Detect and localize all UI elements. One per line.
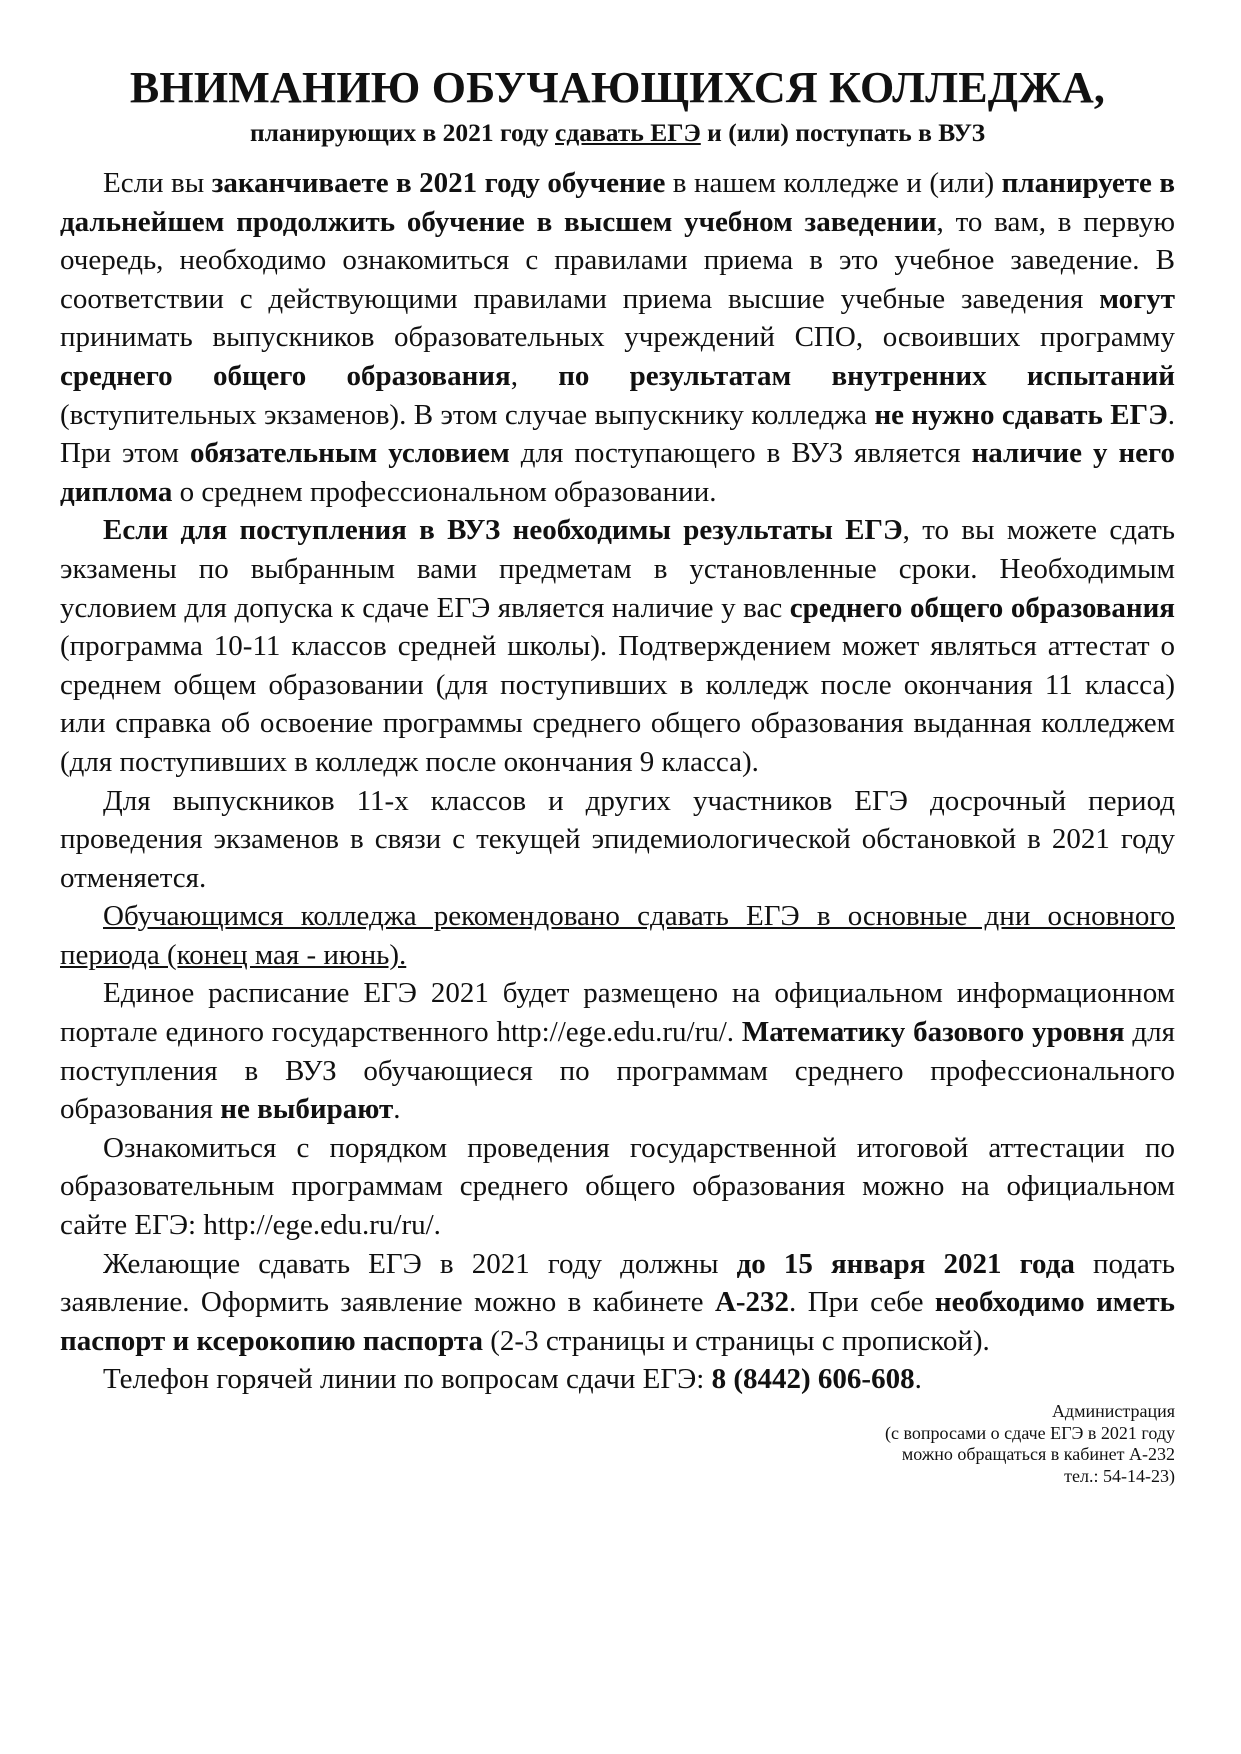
page-subtitle — [60, 116, 1175, 150]
paragraph-text: о среднем профессиональном образовании. — [172, 475, 717, 508]
bold-text: планируете в дальнейшем продолжить обучение в высшем учебном заведении — [60, 167, 1176, 238]
body-paragraph — [60, 897, 1175, 974]
paragraph-text: Ознакомиться с порядком проведения государственной итоговой аттестации по образовательным программам среднего общего образования можно на официальном сайте ЕГЭ: http://ege.edu.ru/ru/. — [60, 1131, 1175, 1242]
body-paragraph — [60, 974, 1175, 1128]
paragraph-text: (вступительных экзаменов). В этом случае выпускнику колледжа — [60, 398, 875, 431]
bold-text: Если для поступления в ВУЗ необходимы результаты ЕГЭ — [103, 514, 903, 547]
bold-text: до 15 января 2021 года — [736, 1247, 1075, 1280]
paragraph-text: . — [393, 1093, 401, 1126]
bold-text: могут — [1099, 282, 1175, 315]
paragraph-text: (2-3 страницы и страницы с пропиской). — [483, 1324, 990, 1357]
paragraph-text: Желающие сдавать ЕГЭ в 2021 году должны — [103, 1247, 737, 1280]
bold-text: по результатам внутренних испытаний — [558, 359, 1175, 392]
signature-line: можно обращаться в кабинет А-232 — [901, 1444, 1175, 1464]
paragraph-text: принимать выпускников образовательных учреждений СПО, освоивших программу — [60, 321, 1175, 354]
paragraph-text: Телефон горячей линии по вопросам сдачи ЕГЭ: — [103, 1363, 712, 1396]
signature-line: тел.: 54-14-23) — [1064, 1465, 1175, 1486]
body-paragraph — [60, 782, 1175, 898]
body-paragraph — [60, 511, 1175, 781]
paragraph-text: Единое расписание ЕГЭ 2021 будет размещено на официальном информационном портале единого государственного http://ege.edu.ru/ru/. — [60, 977, 1175, 1049]
paragraph-text: . При себе — [789, 1286, 935, 1319]
paragraph-text: . При этом — [60, 398, 1175, 470]
underlined-text: Обучающимся колледжа рекомендовано сдавать ЕГЭ в основные дни основного периода (конец мая - июнь). — [60, 900, 1175, 971]
page-title: ВНИМАНИЮ ОБУЧАЮЩИХСЯ КОЛЛЕДЖА, — [129, 63, 1106, 112]
paragraph-text: . — [914, 1363, 922, 1396]
paragraph-text: для поступающего в ВУЗ является — [509, 437, 972, 470]
bold-text: наличие у него диплома — [60, 437, 1176, 508]
paragraph-text: , то вы можете сдать экзамены по выбранным вами предметам в установленные сроки. Необходимым условием для допуска к сдаче ЕГЭ является наличие у вас — [60, 514, 1175, 624]
paragraph-text: для поступления в ВУЗ обучающиеся по программам среднего профессионального образования — [60, 1016, 1175, 1126]
subtitle-text-part2: и (или) поступать в ВУЗ — [700, 118, 986, 147]
bold-text: не выбирают — [220, 1093, 394, 1126]
signature-block — [60, 1401, 1175, 1487]
bold-text: обязательным условием — [190, 437, 510, 470]
body-paragraph — [60, 1129, 1175, 1245]
bold-text: 8 (8442) 606-608 — [711, 1363, 915, 1396]
signature-line: (с вопросами о сдаче ЕГЭ в 2021 году — [885, 1422, 1175, 1443]
document-body — [60, 164, 1175, 1399]
paragraph-text: (программа 10-11 классов средней школы). Подтверждением может являться аттестат о среднем общем образовании (для поступивших в колледж после окончания 11 класса) или справка об освоение программы среднего общего образования выданная колледжем (для поступивших в колледж после окончания 9 класса). — [60, 630, 1175, 778]
body-paragraph — [60, 1245, 1175, 1361]
bold-text: среднего общего образования — [60, 359, 511, 392]
signature-line: Администрация — [1051, 1401, 1175, 1421]
paragraph-text: , то вам, в первую очередь, необходимо ознакомиться с правилами приема в это учебное заведение. В соответствии с действующими правилами приема высшие учебные заведения — [60, 205, 1175, 315]
subtitle-underlined-text: сдавать ЕГЭ — [555, 118, 701, 147]
body-paragraph — [60, 1360, 1175, 1399]
bold-text: А-232 — [714, 1286, 790, 1319]
bold-text: Математику базового уровня — [741, 1016, 1125, 1049]
bold-text: необходимо иметь паспорт и ксерокопию паспорта — [60, 1286, 1175, 1357]
bold-text: не нужно сдавать ЕГЭ — [874, 398, 1168, 431]
bold-text: заканчиваете в 2021 году обучение — [211, 167, 666, 199]
subtitle-text-part1: планирующих в 2021 году — [249, 118, 556, 147]
paragraph-text: в нашем колледже и (или) — [665, 167, 1002, 199]
paragraph-text: подать заявление. Оформить заявление можно в кабинете — [60, 1247, 1175, 1319]
paragraph-text: , — [510, 359, 559, 392]
paragraph-text: Если вы — [103, 167, 212, 199]
bold-text: среднего общего образования — [789, 591, 1175, 624]
paragraph-text: Для выпускников 11-х классов и других участников ЕГЭ досрочный период проведения экзаменов в связи с текущей эпидемиологической обстановкой в 2021 году отменяется. — [60, 784, 1175, 894]
body-paragraph — [60, 164, 1175, 511]
